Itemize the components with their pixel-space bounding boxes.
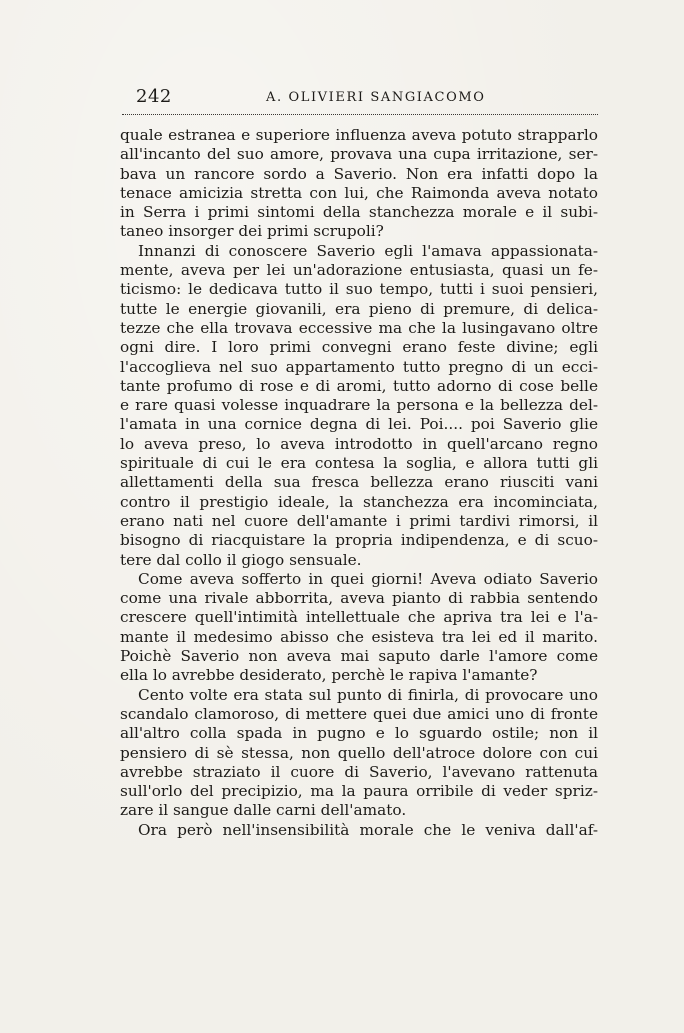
text-line: Come aveva sofferto in quei giorni! Aveva odiato Saverio [138, 569, 598, 588]
text-line: l'accoglieva nel suo appartamento tutto pregno di un ecci- [120, 357, 598, 376]
text-line: zare il sangue dalle carni dell'amato. [120, 801, 407, 820]
text-line: scandalo clamoroso, di mettere quei due amici uno di fronte [120, 704, 598, 723]
text-line: mante il medesimo abisso che esisteva tra lei ed il marito. [120, 627, 598, 646]
text-line: allettamenti della sua fresca bellezza erano riusciti vani [120, 473, 598, 492]
text-line: Innanzi di conoscere Saverio egli l'amava appassionata- [138, 241, 598, 260]
text-line: Cento volte era stata sul punto di finirla, di provocare uno [138, 685, 598, 704]
text-line: bava un rancore sordo a Saverio. Non era infatti dopo la [120, 164, 598, 183]
text-line: pensiero di sè stessa, non quello dell'atroce dolore con cui [120, 743, 598, 762]
text-line: crescere quell'intimità intellettuale che apriva tra lei e l'a- [120, 608, 598, 627]
header-dotted-rule [122, 114, 598, 115]
text-line: erano nati nel cuore dell'amante i primi tardivi rimorsi, il [120, 511, 598, 530]
body-text [120, 126, 598, 840]
running-head-title: A. OLIVIERI SANGIACOMO [266, 90, 486, 105]
text-line: tutte le energie giovanili, era pieno di premure, di delica- [120, 299, 598, 318]
text-line: lo aveva preso, lo aveva introdotto in quell'arcano regno [120, 434, 598, 453]
text-line: ella lo avrebbe desiderato, perchè le rapiva l'amante? [120, 666, 538, 685]
text-line: bisogno di riacquistare la propria indipendenza, e di scuo- [120, 531, 598, 550]
text-line: come una rivale abborrita, aveva pianto di rabbia sentendo [120, 589, 598, 608]
text-line: tante profumo di rose e di aromi, tutto adorno di cose belle [120, 376, 598, 395]
text-line: mente, aveva per lei un'adorazione entusiasta, quasi un fe- [120, 261, 598, 280]
text-line: all'incanto del suo amore, provava una cupa irritazione, ser- [120, 145, 598, 164]
text-line: tezze che ella trovava eccessive ma che la lusingavano oltre [120, 318, 598, 337]
text-line: l'amata in una cornice degna di lei. Poi.... poi Saverio glie [120, 415, 598, 434]
text-line: all'altro colla spada in pugno e lo sguardo ostile; non il [120, 724, 598, 743]
text-line: Poichè Saverio non aveva mai saputo darle l'amore come [120, 647, 598, 666]
text-line: spirituale di cui le era contesa la soglia, e allora tutti gli [120, 454, 598, 473]
page-number: 242 [136, 86, 172, 107]
text-line: ticismo: le dedicava tutto il suo tempo, tutti i suoi pensieri, [120, 280, 598, 299]
text-line: ogni dire. I loro primi convegni erano feste divine; egli [120, 338, 598, 357]
running-head [118, 84, 598, 112]
text-line: in Serra i primi sintomi della stanchezza morale e il subi- [120, 203, 598, 222]
text-line: tenace amicizia stretta con lui, che Raimonda aveva notato [120, 183, 598, 202]
text-line: contro il prestigio ideale, la stanchezza era incominciata, [120, 492, 598, 511]
text-line: quale estranea e superiore influenza aveva potuto strapparlo [120, 126, 598, 144]
text-line: taneo insorger dei primi scrupoli? [120, 222, 384, 241]
text-line: Ora però nell'insensibilità morale che le veniva dall'af- [138, 820, 598, 839]
text-line: e rare quasi volesse inquadrare la persona e la bellezza del- [120, 396, 598, 415]
text-line: sull'orlo del precipizio, ma la paura orribile di veder spriz- [120, 782, 598, 801]
text-line: tere dal collo il giogo sensuale. [120, 550, 362, 569]
text-line: avrebbe straziato il cuore di Saverio, l'avevano rattenuta [120, 762, 598, 781]
